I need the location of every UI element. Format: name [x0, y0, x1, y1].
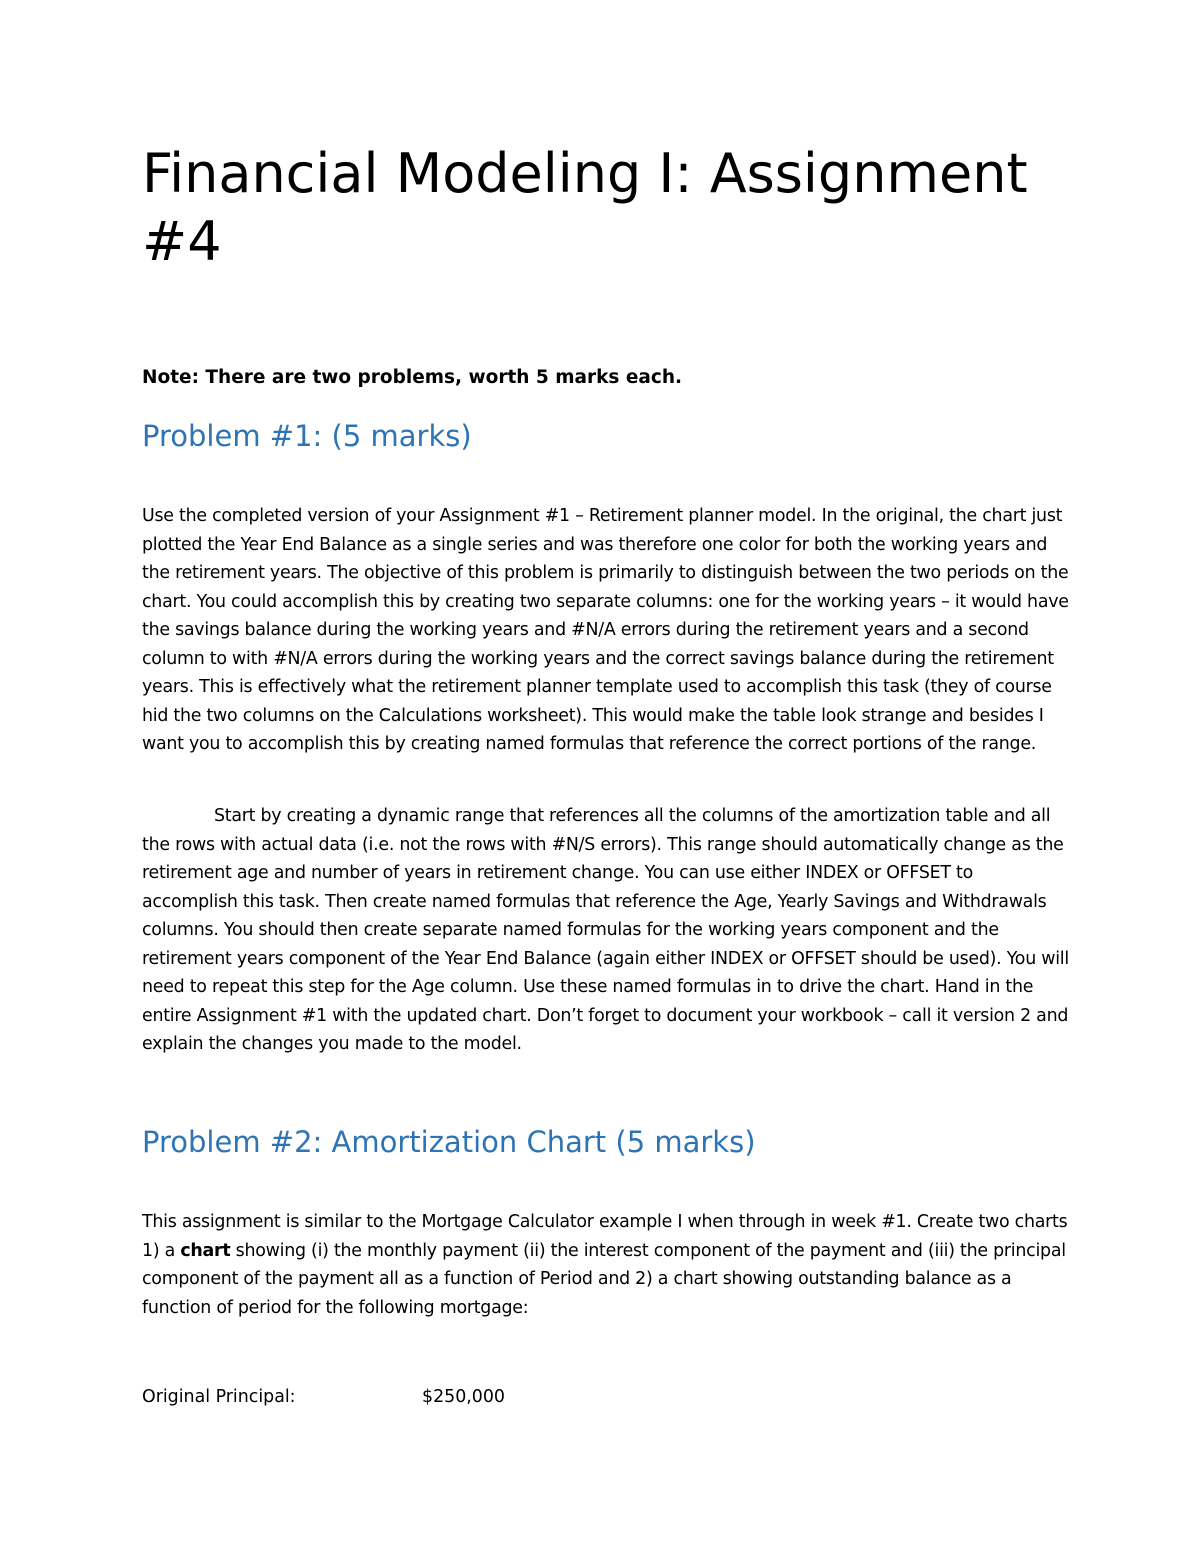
problem-2-heading: Problem #2: Amortization Chart (5 marks) — [142, 1125, 756, 1159]
problem-2-bold-word: chart — [180, 1240, 231, 1261]
problem-1-paragraph-2: Start by creating a dynamic range that references all the columns of the amortization table and all the rows with actual data (i.e. not the rows with #N/S errors). This range should automatically change as the retirement age and number of years in retirement change. You can use either INDEX or OFFSET to accomplish this task. Then create named formulas that reference the Age, Yearly Savings and Withdrawals columns. You should then create separate named formulas for the working years component and the retirement years component of the Year End Balance (again either INDEX or OFFSET should be used). You will need to repeat this step for the Age column. Use these named formulas in to drive the chart. Hand in the entire Assignment #1 with the updated chart. Don’t forget to document your workbook – call it version 2 and explain the changes you made to the model. — [142, 806, 1069, 1054]
note-text: Note: There are two problems, worth 5 marks each. — [142, 367, 683, 388]
document-title: Financial Modeling I: Assignment #4 — [142, 142, 1028, 273]
principal-value: $250,000 — [422, 1387, 505, 1407]
principal-label: Original Principal: — [142, 1387, 296, 1407]
problem-2-text-end: showing (i) the monthly payment (ii) the interest component of the payment and (iii) the principal component of the payment all as a function of Period and 2) a chart showing outstanding balance as a function of period for the following mortgage: — [142, 1240, 1066, 1318]
problem-2-paragraph — [142, 1208, 1072, 1322]
problem-1-paragraph-1: Use the completed version of your Assignment #1 – Retirement planner model. In the original, the chart just plotted the Year End Balance as a single series and was therefore one color for both the working years and the retirement years. The objective of this problem is primarily to distinguish between the two periods on the chart. You could accomplish this by creating two separate columns: one for the working years – it would have the savings balance during the working years and #N/A errors during the retirement years and a second column to with #N/A errors during the working years and the correct savings balance during the retirement years. This is effectively what the retirement planner template used to accomplish this task (they of course hid the two columns on the Calculations worksheet). This would make the table look strange and besides I want you to accomplish this by creating named formulas that reference the correct portions of the range. — [142, 506, 1069, 754]
problem-1-heading: Problem #1: (5 marks) — [142, 419, 472, 453]
problem-2-text-start: This assignment is similar to the Mortgage Calculator example I when through in week #1. Create two charts 1) a — [142, 1212, 1068, 1261]
